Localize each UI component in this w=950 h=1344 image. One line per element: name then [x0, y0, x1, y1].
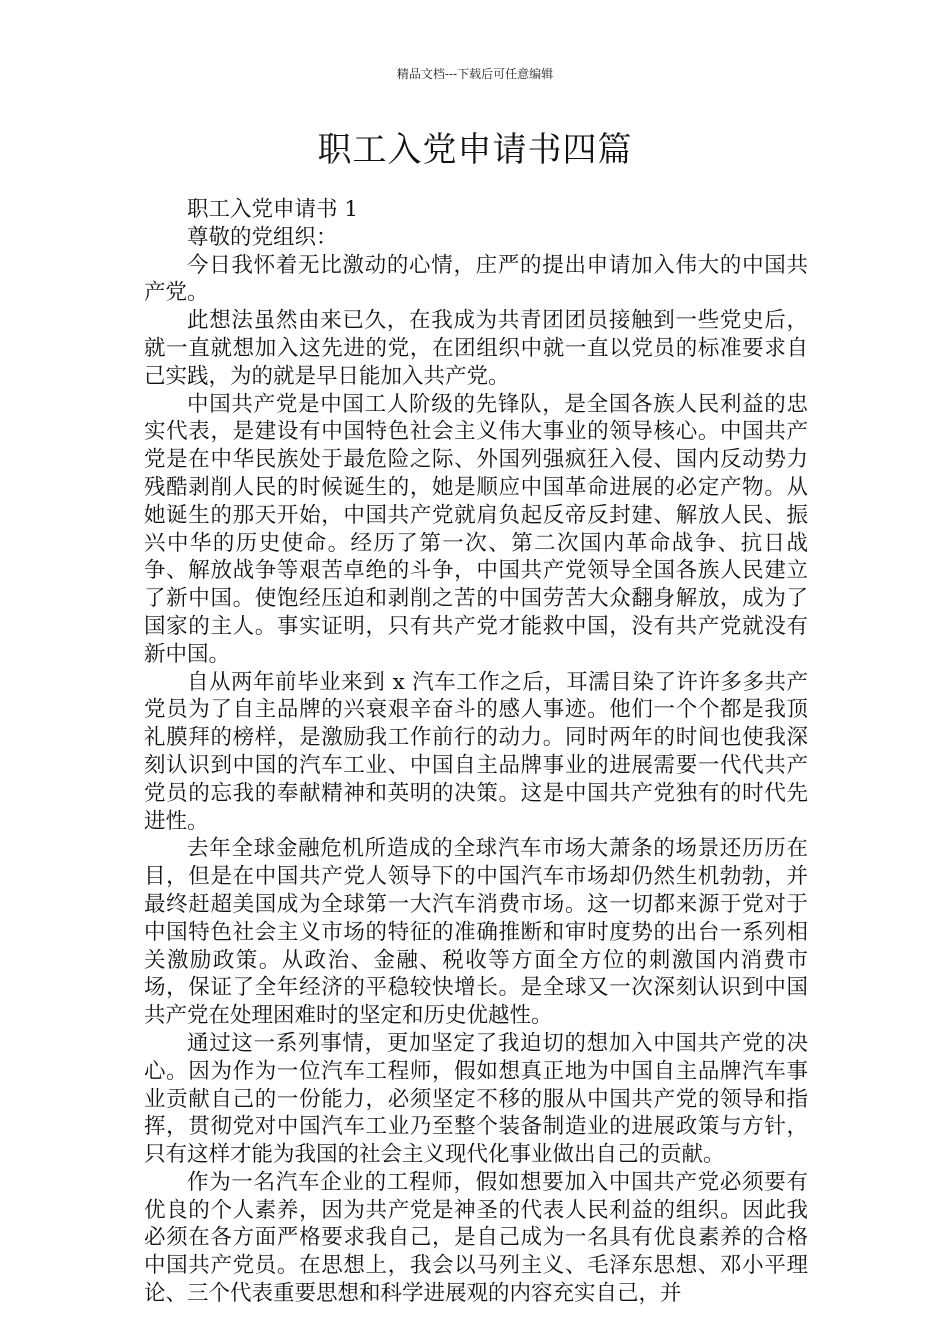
section-heading: 职工入党申请书 1: [187, 197, 359, 222]
header-note: 精品文档---下载后可任意编辑: [396, 67, 554, 81]
paragraph: 今日我怀着无比激动的心情，庄严的提出申请加入伟大的中国共产党。: [144, 252, 808, 306]
paragraph: 通过这一系列事情，更加坚定了我迫切的想加入中国共产党的决心。因为作为一位汽车工程师，假如想真正地为中国自主品牌汽车事业贡献自己的一份能力，必须坚定不移的服从中国共产党的领导和指挥，贯彻党对中国汽车工业乃至整个装备制造业的进展政策与方针，只有这样才能为我国的社会主义现代化事业做出自己的贡献。: [144, 1030, 808, 1168]
document-title: 职工入党申请书四篇: [317, 130, 633, 170]
paragraph: 作为一名汽车企业的工程师，假如想要加入中国共产党必须要有优良的个人素养，因为共产党是神圣的代表人民利益的组织。因此我必须在各方面严格要求我自己，是自己成为一名具有优良素养的合格中国共产党员。在思想上，我会以马列主义、毛泽东思想、邓小平理论、三个代表重要思想和科学进展观的内容充实自己，并: [144, 1169, 808, 1307]
salutation: 尊敬的党组织：: [187, 224, 338, 250]
paragraph: 中国共产党是中国工人阶级的先锋队，是全国各族人民利益的忠实代表，是建设有中国特色社会主义伟大事业的领导核心。中国共产党是在中华民族处于最危险之际、外国列强疯狂入侵、国内反动势力残酷剥削人民的时候诞生的，她是顺应中国革命进展的必定产物。从她诞生的那天开始，中国共产党就肩负起反帝反封建、解放人民、振兴中华的历史使命。经历了第一次、第二次国内革命战争、抗日战争、解放战争等艰苦卓绝的斗争，中国共产党领导全国各族人民建立了新中国。使饱经压迫和剥削之苦的中国劳苦大众翻身解放，成为了国家的主人。事实证明，只有共产党才能救中国，没有共产党就没有新中国。: [144, 391, 808, 667]
paragraph: 自从两年前毕业来到 x 汽车工作之后，耳濡目染了许许多多共产党员为了自主品牌的兴衰艰辛奋斗的感人事迹。他们一个个都是我顶礼膜拜的榜样，是激励我工作前行的动力。同时两年的时间也使我深刻认识到中国的汽车工业、中国自主品牌事业的进展需要一代代共产党员的忘我的奉献精神和英明的决策。这是中国共产党独有的时代先进性。: [144, 669, 808, 834]
document-body: [144, 196, 808, 1308]
paragraph: 此想法虽然由来已久，在我成为共青团团员接触到一些党史后，就一直就想加入这先进的党，在团组织中就一直以党员的标准要求自己实践，为的就是早日能加入共产党。: [144, 308, 808, 389]
paragraph: 去年全球金融危机所造成的全球汽车市场大萧条的场景还历历在目，但是在中国共产党人领导下的中国汽车市场却仍然生机勃勃，并最终赶超美国成为全球第一大汽车消费市场。这一切都来源于党对于中国特色社会主义市场的特征的准确推断和审时度势的出台一系列相关激励政策。从政治、金融、税收等方面全方位的刺激国内消费市场，保证了全年经济的平稳较快增长。是全球又一次深刻认识到中国共产党在处理困难时的坚定和历史优越性。: [144, 836, 808, 1029]
